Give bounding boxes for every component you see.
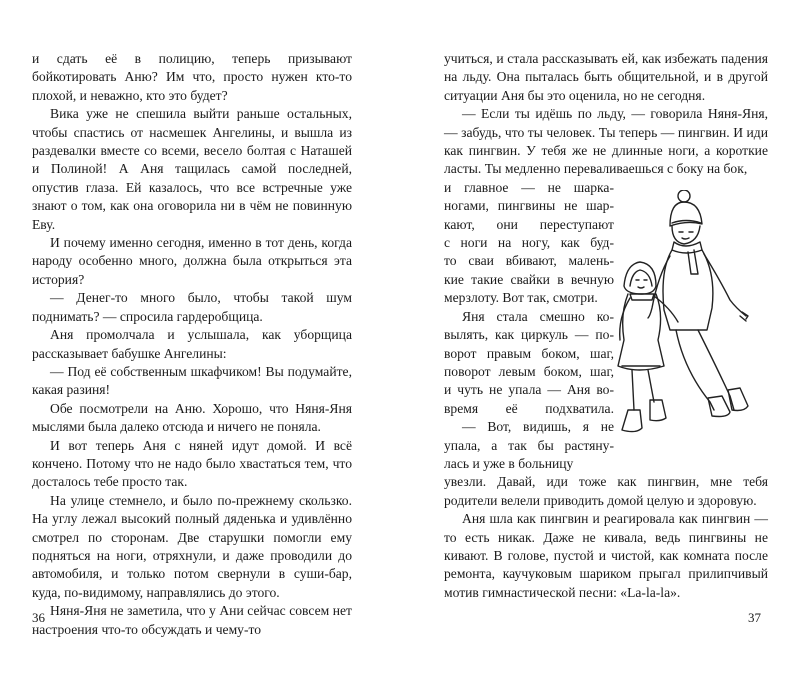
right-paragraph: увезли. Давай, иди тоже как пингвин, мне тебя родители велели приводить домой целую и здоровую.	[444, 474, 768, 508]
wrapped-line: упала, а так бы растяну-	[444, 437, 614, 453]
wrapped-line: Яня стала смешно ко-	[462, 308, 614, 324]
left-paragraph: И вот теперь Аня с няней идут домой. И всё кончено. Потому что не надо было хвастаться тем, что досталось тебе просто так.	[32, 437, 352, 490]
left-paragraph: и сдать её в полицию, теперь призывают бойкотировать Аню? Им что, просто нужен кто-то плохой, и неважно, кто это будет?	[32, 51, 352, 103]
left-paragraph: На улице стемнело, и было по-прежнему скользко. На углу лежал высокий полный дяденька и удивлённо смотрел по сторонам. Две старушки помогли ему подняться на ноги, отряхнули, и даже проводили до автомобиля, и только потом свернули в суши-бар, куда, по-видимому, направлялись до этого.	[32, 492, 352, 600]
right-paragraph: — Если ты идёшь по льду, — говорила Няня-Яня, — забудь, что ты человек. Ты теперь — пингвин. И иди как пингвин. У тебя же не длинные ноги, а короткие ласты. Ты медленно переваливаешься с боку на бок,	[444, 106, 768, 177]
wrapped-line: ногами, пингвины не шар-	[444, 198, 614, 214]
wrapped-line: мерзлоту. Вот так, смотри.	[444, 290, 598, 306]
wrapped-line: кие такие свайки в вечную	[444, 271, 614, 287]
wrapped-line: с ноги на ногу, как буд-	[444, 235, 614, 251]
page-number-left: 36	[32, 610, 45, 625]
right-paragraph: Аня шла как пингвин и реагировала как пингвин — то есть никак. Даже не кивала, ведь пингвины не кивают. В голове, пустой и чистой, как комната после ремонта, каучуковым шариком прыгал прилипчивый мотив гимнастической песни: «La-la-la».	[444, 511, 768, 600]
left-paragraph: Вика уже не спешила выйти раньше остальных, чтобы спастись от насмешек Ангелины, и вышла из раздевалки вместе со всеми, весело болтая с Наташей и Полиной! А Аня тащилась самой последней, опустив глаза. Ей казалось, что все встречные уже знают о том, как она оговорила ни в чём не повинную Еву.	[32, 106, 352, 232]
left-page	[32, 50, 352, 639]
right-paragraph: учиться, и стала рассказывать ей, как избежать падения на льду. Она пыталась быть общительной, и в другой ситуации Аня бы это оценила, но не сегодня.	[444, 51, 768, 103]
wrapped-line: лась и уже в больницу	[444, 455, 574, 471]
wrapped-line: и главное — не шарка-	[444, 179, 614, 195]
left-paragraph: И почему именно сегодня, именно в тот день, когда народу особенно много, должна была открыться эта история?	[32, 235, 352, 287]
wrapped-line: кают, они переступают	[444, 216, 614, 232]
left-paragraph: — Под её собственным шкафчиком! Вы подумайте, какая разиня!	[32, 363, 352, 398]
woman-and-girl-walking-illustration-icon	[612, 190, 780, 444]
wrapped-line: вылять, как циркуль — по-	[444, 327, 614, 343]
left-paragraph: — Денег-то много было, чтобы такой шум поднимать? — спросила гардеробщица.	[32, 290, 352, 324]
wrapped-line: и чуть не упала — Аня во-	[444, 382, 614, 398]
wrapped-line: — Вот, видишь, я не	[462, 419, 614, 435]
wrapped-line: то сваи вбивают, малень-	[444, 253, 614, 269]
left-paragraph: Обе посмотрели на Аню. Хорошо, что Няня-Яня мыслями была далеко отсюда и ничего не поняла.	[32, 400, 352, 435]
wrapped-line: поворот левым боком, шаг,	[444, 363, 614, 379]
wrapped-line: ворот правым боком, шаг,	[444, 345, 614, 361]
left-paragraph: Няня-Яня не заметила, что у Ани сейчас совсем нет настроения что-то обсуждать и чему-то	[32, 603, 352, 637]
page-number-right: 37	[748, 610, 761, 625]
wrapped-line: время её подхватила.	[444, 400, 614, 416]
left-paragraph: Аня промолчала и услышала, как уборщица рассказывает бабушке Ангелины:	[32, 327, 352, 361]
